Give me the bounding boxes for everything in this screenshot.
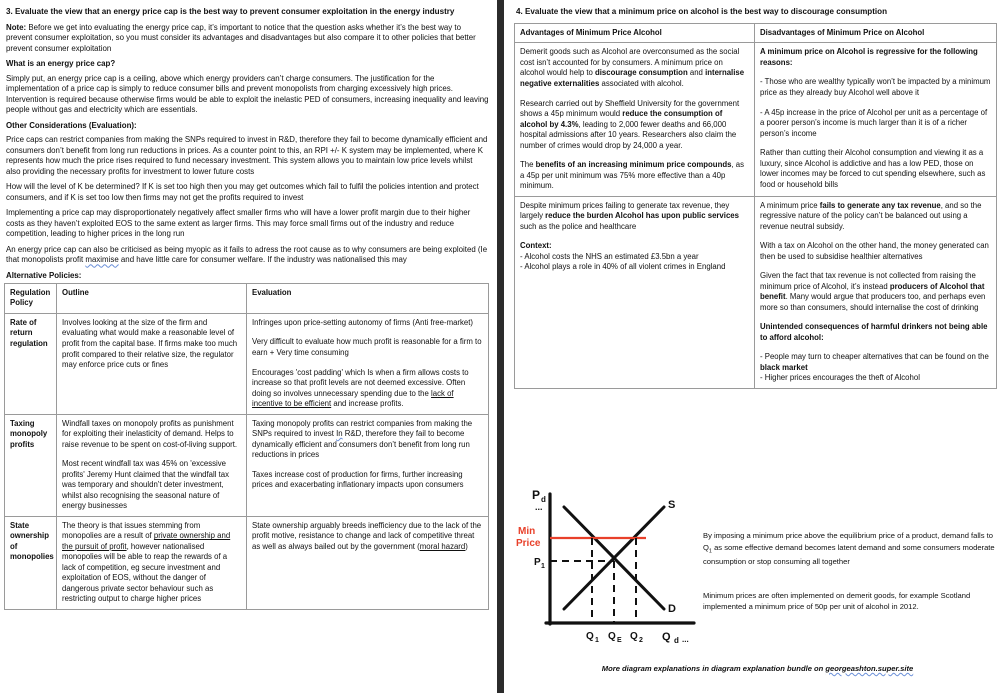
diagram-explanation-text [703,530,998,613]
dis2-paragraph-2: With a tax on Alcohol on the other hand, the money generated can then be used to subsidise healthier alternatives [760,241,989,261]
diagram-paragraph-1 [703,530,998,568]
eval-point-1: Infringes upon price-setting autonomy of firms (Anti free-market) [252,317,474,327]
adv2-context [520,241,749,273]
dis2-bullet-2: - Higher prices encourages the theft of Alcohol [760,373,920,383]
diagram-text-1-start: By imposing a minimum price above the equilibrium price of a product, demand falls to Q [703,531,993,552]
adv2r-a: Despite minimum prices failing to generate tax revenue, they largely [520,200,730,221]
adv1-a: Demerit goods such as Alcohol are overconsumed as the social cost isn’t accounted for by consumers. A minimum price on alcohol would help to [520,47,740,78]
dis-paragraph-3: Rather than cutting their Alcohol consumption and viewing it as a luxury, since Alcohol is addictive and has a low PED, those on lower incomes may be forced to cut spending elsewhere, such as food or household bills [760,148,986,189]
myopic-text-end: and have little care for consumer welfare. If the industry was nationalised this may [118,255,407,265]
dis-bullet-2: - A 45p increase in the price of Alcohol per unit as a percentage of a poorer person’s income is much larger than it is of a richer person’s income [760,107,988,138]
context-bullet-2: - Alcohol plays a role in 40% of all violent crimes in England [520,262,726,272]
moral-hazard-link: moral hazard [419,541,466,551]
x-axis-label-q: Q [662,631,671,643]
diagram-paragraph-2: Minimum prices are often implemented on demerit goods, for example Scotland implemented a minimum price of 50p per unit of alcohol in 2012. [703,590,971,612]
adv2-c: , leading to 2,000 fewer deaths and 66,000 hospital admissions after 10 years. Researchers also claim the number of crimes would drop by 24,000 a year. [520,119,737,150]
eval-point-1 [252,419,483,461]
eval-1-end: R&D, therefore they fail to become dynamically efficient and consumers don’t benefit from long run reductions in prices [252,429,470,460]
y-axis-sublabel: d [541,495,546,504]
col-header-advantages: Advantages of Minimum Price Alcohol [515,23,755,43]
row-outline-rate-of-return [57,313,247,414]
row-evaluation-state-ownership [247,516,489,609]
q1-sublabel: 1 [595,637,599,644]
adv-paragraph-1 [520,47,749,89]
min-price-label-line2: Price [516,538,541,549]
row-evaluation-rate-of-return [247,313,489,414]
table-row [515,43,997,196]
y-axis-label-p: P [532,488,541,502]
advantages-cell-1 [515,43,755,196]
adv2-bold: reduce the consumption of alcohol by 4.3% [520,109,723,129]
eval-point-2: Very difficult to evaluate how much profit is reasonable for a firm to earn + Very time consuming [252,337,482,357]
outline-text-1: Windfall taxes on monopoly profits as punishment for exploiting their inelasticity of demand. Helps to raise revenue to be spent on cost-of-living support. [62,418,238,449]
left-page-column [0,0,495,693]
table-row [515,196,997,388]
row-policy-state-ownership: State ownership of monopolies [5,516,57,609]
col-header-outline: Outline [57,283,247,313]
minimum-price-diagram-area [510,482,1005,693]
dis2-bullets [760,352,991,384]
min-price-alcohol-table [514,23,997,389]
table-row [5,414,489,516]
adv-paragraph-2 [520,99,749,152]
row-outline-state-ownership [57,516,247,609]
note-label: Note: [6,22,27,32]
small-firms-paragraph: Implementing a price cap may disproportionately negatively affect smaller firms who will have a lower profit margin due to their higher costs as they haven’t exploited EOS to the same extent as larger firms. This may force small firms out of the industry and reduce competition, leading to higher prices in the long run [6,208,471,239]
dis-heading-unintended: Unintended consequences of harmful drinkers not being able to afford alcohol: [760,322,988,342]
adv2-paragraph-1 [520,201,749,233]
disadvantages-cell-2 [755,196,997,388]
col-header-evaluation: Evaluation [247,283,489,313]
eval-point-2: Taxes increase cost of production for firms, further increasing prices and exacerbating inflationary impacts upon consumers [252,469,464,490]
dis2-paragraph-3 [760,271,991,313]
qe-label: Q [608,631,616,642]
dis2-c: , and so the regressive nature of the policy can’t be balanced out using a revenue neutral subsidy. [760,200,982,231]
row-outline-taxing-monopoly [57,414,247,516]
p1-label: P [534,557,541,568]
outline-end: , however nationalised monopolies will be able to reap the rewards of a lack of competition, eg secure investment and exploitation of EOS, without the danger of dangerous private sector behaviour such as restricting output to charge higher prices [62,541,228,604]
min-price-label-line1: Min [518,526,536,537]
qe-sublabel: E [617,637,622,644]
table-row [5,313,489,414]
context-bullet-1: - Alcohol costs the NHS an estimated £3.5bn a year [520,251,699,261]
adv3-bold: benefits of an increasing minimum price compounds [535,160,732,170]
adv-paragraph-3 [520,160,749,192]
q1-label: Q [586,631,594,642]
dis2-bullet-1-bold: black market [760,362,808,372]
x-axis-dots: ... [682,635,689,644]
adv1-d: associated with alcohol. [599,78,684,88]
dis2-bold: fails to generate any tax revenue [819,200,941,210]
note-text: Before we get into evaluating the energy price cap, it’s important to notice that the question asks whether it’s the best way to prevent consumer exploitation, so you must consider its advantages and disadvantages but also compare it to other policies that better prevent consumer exploitation [6,22,476,53]
eval-point-3 [252,368,483,410]
diagram-text-1-subscript: 1 [708,548,712,555]
supply-curve-label: S [668,499,676,511]
col-header-disadvantages: Disadvantages of Minimum Price on Alcohol [755,23,997,43]
definition-paragraph: Simply put, an energy price cap is a ceiling, above which energy providers can’t charge consumers. The justification for the implementation of a price cap is simply to reduce consumer bills and prevent monopolists from charging excessively high prices. Intervention is required because otherwise firms would be able to exploit the inelastic PED of consumers, increasing inequality and leaving people without gas and electricity which are essentials. [6,73,489,115]
diagram-text-1-end: as some effective demand becomes latent demand and some consumers moderate consumption or stop consuming all together [703,542,995,566]
col-header-policy: Regulation Policy [5,283,57,313]
row-evaluation-taxing-monopoly [247,414,489,516]
heading-other-considerations: Other Considerations (Evaluation): [6,120,137,130]
eval-3-start: Encourages 'cost padding' which Is when a firm allows costs to increase so that profit levels are not deemed excessive. Often doing so involves unnecessary spending due to the [252,367,469,398]
footer-site-link[interactable]: georgeashton.super.site [825,664,914,673]
disadvantages-cell-1 [755,43,997,196]
adv1-c: and [687,68,706,78]
row-policy-taxing-monopoly: Taxing monopoly profits [5,414,57,516]
alternative-policies-table [4,283,489,610]
dis2-paragraph-1 [760,201,991,233]
row-policy-rate-of-return: Rate of return regulation [5,313,57,414]
table-row [5,516,489,609]
outline-text: Involves looking at the size of the firm and evaluating what would make a reasonable level of profit from the capital base. If firms make too much profit compared to their relative size, the regulator may enforce price cuts or fines [62,317,238,370]
outline-start: The theory is that issues stemming from monopolies are a result of [62,520,201,541]
adv2-a: Research carried out by Sheffield University for the government shows a 45p minimum would [520,98,740,119]
adv3-c: , as a 45p per unit minimum was 75% more effective than a 40p minimum. [520,160,745,191]
eval-3-end: and increase profits. [331,399,404,409]
footer-text: More diagram explanations in diagram explanation bundle on [601,664,826,673]
dis-bullet-1: - Those who are wealthy typically won’t be impacted by a minimum price as they already buy Alcohol well above it [760,77,991,97]
question-4-title: 4. Evaluate the view that a minimum price on alcohol is the best way to discourage consumption [516,7,888,16]
outline-text [62,521,241,605]
eval-start: State ownership arguably breeds inefficiency due to the lack of the profit motive, resistance to change and lack of competitive threat as well as always bailed out by the government ( [252,520,482,551]
demand-curve-label: D [668,603,676,615]
q2-sublabel: 2 [639,637,643,644]
outline-text-2: Most recent windfall tax was 45% on 'excessive profits' Jeremy Hunt claimed that the windfall tax was temporary and shouldn’t deter investment, whilst also recognising the seasonal nature of energy businesses [62,459,230,511]
x-axis-sublabel: d [674,636,679,645]
eval-1-start: Taxing monopoly profits can restrict companies from making the SNPs required to invest [252,418,473,439]
page-separator [497,0,504,693]
dis2-a: A minimum price [760,200,820,210]
question-3-title: 3. Evaluate the view that an energy price cap is the best way to prevent consumer exploitation in the energy industry [6,7,455,16]
context-heading: Context: [520,241,552,251]
alternative-policies-label: Alternative Policies: [6,270,82,280]
note-paragraph [6,23,489,55]
in-spell-link: In [336,429,343,439]
minimum-price-diagram [516,482,706,657]
adv1-bold-1: discourage consumption [595,68,688,78]
p1-sublabel: 1 [541,563,545,570]
dis3-a: Given the fact that tax revenue is not collected from raising the minimum price of Alcohol, it’s instead [760,271,976,291]
dis3-c: . Many would argue that producers too, and perhaps even more so than consumers, should internalise the cost of drinking [760,292,986,312]
lack-of-incentive-link: lack of incentive to be efficient [252,388,454,409]
dis3-bold: producers of Alcohol that benefit [760,281,985,302]
maximise-spell-link: maximise [85,255,119,265]
dis2-bullet-1-a: - People may turn to cheaper alternatives that can be found on the [760,352,989,362]
advantages-cell-2 [515,196,755,388]
adv3-a: The [520,160,536,170]
table-header-row [5,283,489,313]
adv2r-bold: reduce the burden Alcohol has upon public services [545,211,739,221]
myopic-text-start: An energy price cap can also be criticised as being myopic as it fails to adress the root cause as to why consumers are being exploited (Ie that monopolists profit [6,244,488,265]
eval-end: ) [465,541,468,551]
q2-label: Q [630,631,638,642]
heading-what-is-price-cap: What is an energy price cap? [6,59,116,69]
adv2r-c: such as the police and healthcare [520,221,637,231]
private-ownership-link: private ownership and the pursuit of profit [62,531,231,551]
table-header-row [515,23,997,43]
snp-paragraph: Price caps can restrict companies from making the SNPs required to invest in R&D, therefore they fail to become dynamically efficient and consumers don’t benefit from long run reductions in prices. As a counter point to this, an RPI +/- K system may be implemented, where K represents how much the price rises required to fund necessary investment. This system allows you to maintain low price levels whilst also providing the necessary profits for investment to lower future costs [6,135,488,176]
eval-point-1 [252,521,483,553]
dis-heading-regressive: A minimum price on Alcohol is regressive for the following reasons: [760,47,978,67]
k-level-paragraph: How will the level of K be determined? If K is set too high then you may get outcomes which fail to fulfil the policies intention and protect consumers, and if K is set too low then firms may not get the profits required to invest [6,182,479,202]
adv1-bold-2: internalise negative externalities [520,68,745,88]
myopic-paragraph [6,245,489,266]
footer-note [510,664,1005,673]
y-axis-dots: ... [535,502,543,512]
